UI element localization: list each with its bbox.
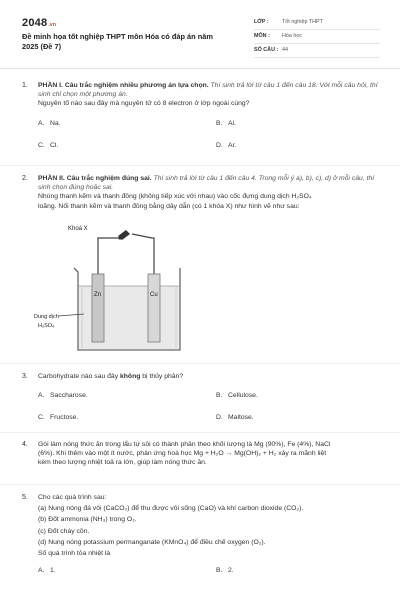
site-logo[interactable]: 2048.vn [22, 17, 57, 29]
galvanic-cell-diagram [34, 224, 202, 354]
option-b[interactable]: B. Cellulose. [216, 392, 258, 400]
question-1: 1. PHẦN I. Câu trắc nghiệm nhiều phương án lựa chọn. Thí sinh trả lời từ câu 1 đến câu 18. Với mỗi câu hỏi, thí sinh chỉ chọn một phương án. Nguyên tố nào sau đây mà nguyên tử có 8 electron ở lớp ngoài cùng? A. Na. B. Al. C. Cl. D. Ar. [22, 81, 380, 163]
beaker [74, 268, 180, 350]
section-heading: PHẦN I. Câu trắc nghiệm nhiều phương án lựa chọn. Thí sinh trả lời từ câu 1 đến câu 18. Với mỗi câu hỏi, thí sinh chỉ chọn một phương án. [38, 82, 378, 99]
solution-formula: H₂SO₄ [38, 323, 55, 329]
question-5: 5. Cho các quá trình sau: (a) Nung nóng đá vôi (CaCO₃) để thu được vôi sống (CaO) và khí carbon dioxide (CO₂). (b) Đốt ammonia (NH₃) trong O₂. (c) Đốt cháy cồn. (d) Nung nóng potassium permanganate (KMnO₄) để điều chế oxygen (O₂). Số quá trình tỏa nhiệt là A. 1. B. 2. [22, 494, 304, 575]
question-2: 2. PHẦN II. Câu trắc nghiệm đúng sai. Thí sinh trả lời từ câu 1 đến câu 4. Trong mỗi ý a), b), c), d) ở mỗi câu, thí sinh chọn đúng hoặc sai. Nhúng thanh kẽm và thanh đồng (không tiếp xúc với nhau) vào cốc đựng dung dịch H₂SO₄ loãng. Nối thanh kẽm và thanh đồng bằng dây dẫn (có 1 khóa X) như hình vẽ như sau: Khoá X Zn Cu Dung dịch H₂SO₄ [22, 174, 380, 359]
option-b[interactable]: B. 2. [216, 567, 234, 575]
divider [0, 484, 400, 485]
question-4: 4. Gói làm nóng thức ăn trong lẩu tự sôi có thành phần theo khối lượng là Mg (90%), Fe (4%), NaCl (6%). Khi thêm vào một ít nước, phản ứng hoá học Mg + H₂O → Mg(OH)₂ + H₂ xảy ra mãnh liệt kèm theo lượng nhiệt toả ra lớn, giúp làm nóng thức ăn. [22, 441, 331, 467]
option-c[interactable]: C. Fructose. [38, 414, 79, 422]
section-heading: PHẦN II. Câu trắc nghiệm đúng sai. Thí sinh trả lời từ câu 1 đến câu 4. Trong mỗi ý a), b), c), d) ở mỗi câu, thí sinh chọn đúng hoặc sai. [38, 175, 375, 192]
copper-electrode [148, 274, 160, 342]
switch-icon [118, 230, 130, 240]
divider [0, 165, 400, 166]
zn-label: Zn [94, 292, 102, 298]
option-a[interactable]: A. Na. [38, 119, 61, 127]
option-c[interactable]: C. Cl. [38, 141, 59, 149]
page-title: Đề minh họa tốt nghiệp THPT môn Hóa có đáp án năm 2025 (Đề 7) [22, 32, 213, 51]
divider [0, 363, 400, 364]
question-text: Carbohydrate nào sau đây không bị thủy phân? [38, 373, 184, 380]
wire-right [132, 234, 154, 280]
meta-info [254, 16, 380, 58]
option-d[interactable]: D. Ar. [216, 141, 237, 149]
switch-label: Khoá X [68, 226, 88, 232]
meta-row-subject: MÔN : Hóa học [254, 30, 380, 44]
meta-row-class: LỚP : Tốt nghiệp THPT [254, 16, 380, 30]
question-3: 3. Carbohydrate nào sau đây không bị thủy phân? A. Saccharose. B. Cellulose. C. Fructose. D. Maltose. [22, 372, 380, 432]
cu-label: Cu [150, 292, 158, 298]
meta-row-count: SỐ CÂU : 44 [254, 44, 380, 58]
divider [0, 432, 400, 433]
header [22, 8, 380, 62]
question-text: Nguyên tố nào sau đây mà nguyên tử có 8 electron ở lớp ngoài cùng? [38, 100, 250, 108]
option-d[interactable]: D. Maltose. [216, 414, 254, 422]
option-b[interactable]: B. Al. [216, 119, 236, 127]
solution-label: Dung dịch [34, 314, 59, 320]
option-a[interactable]: A. 1. [38, 567, 56, 575]
option-a[interactable]: A. Saccharose. [38, 392, 88, 400]
zinc-electrode [92, 274, 104, 342]
header-divider [0, 68, 400, 69]
